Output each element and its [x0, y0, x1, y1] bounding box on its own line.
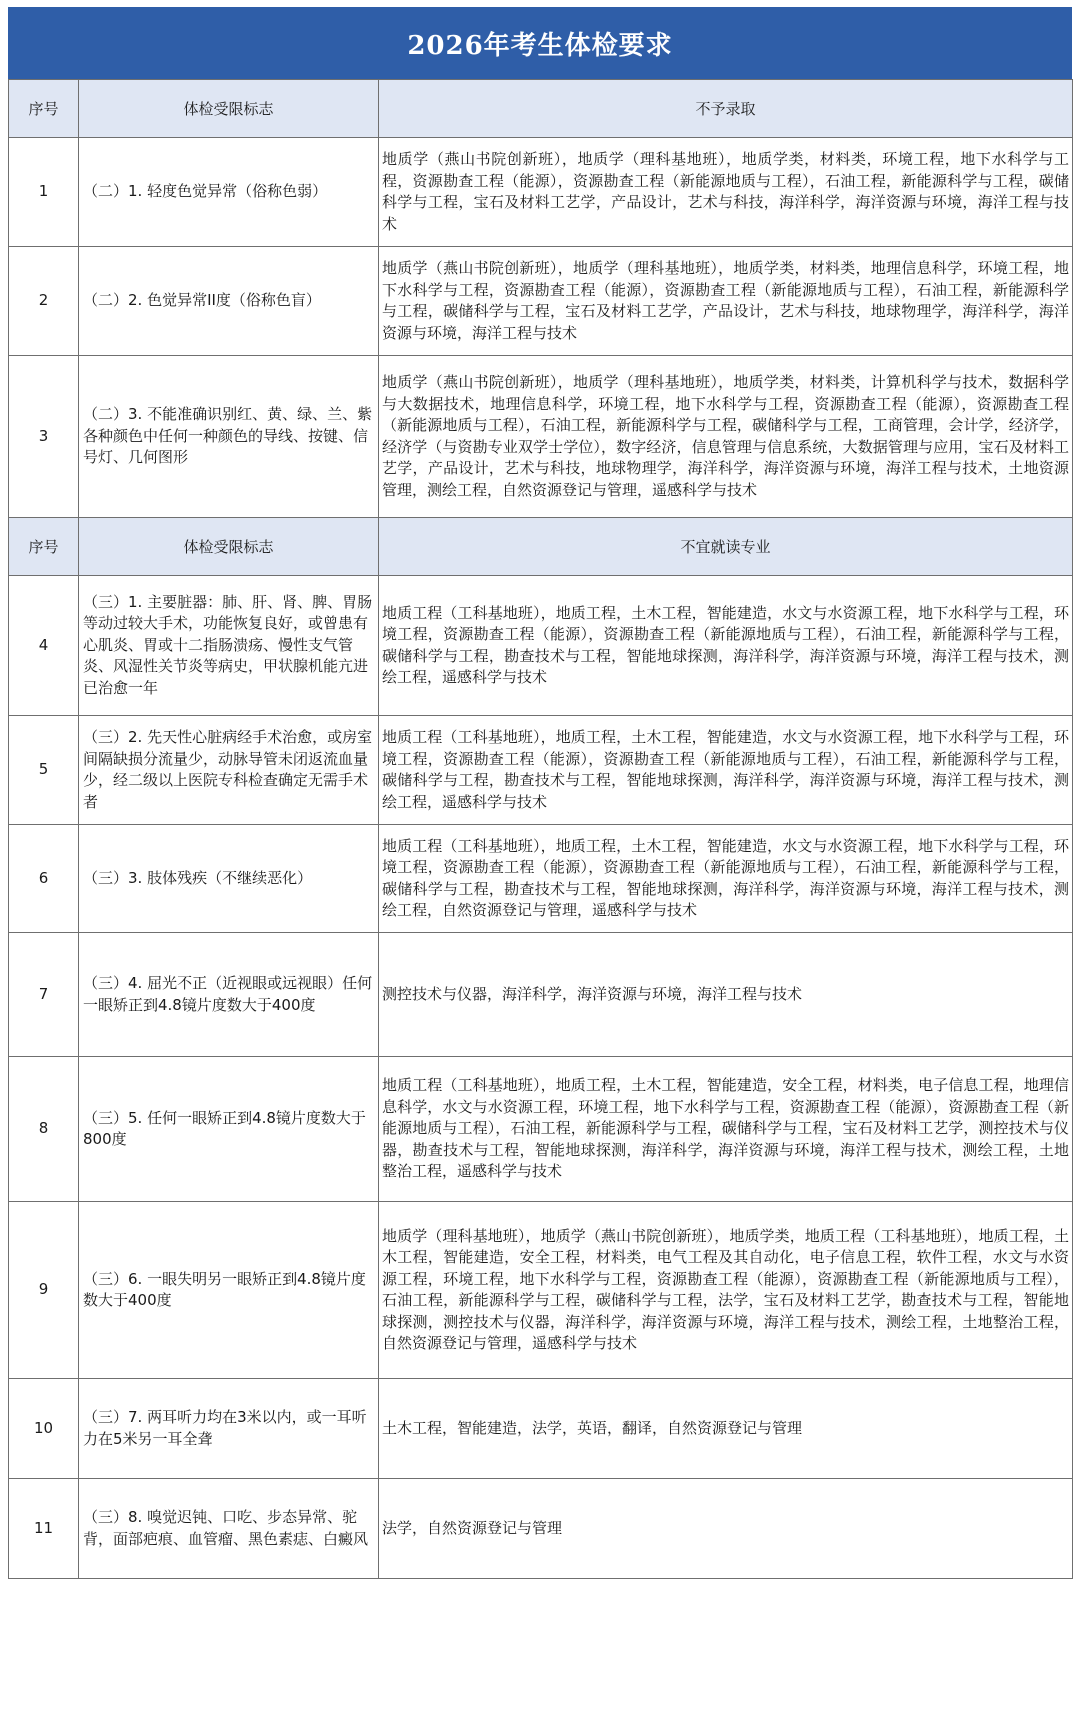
restriction-sign: （三）2. 先天性心脏病经手术治愈，或房室间隔缺损分流量少，动脉导管未闭返流血量少，经二级以上医院专科检查确定无需手术者 — [79, 716, 379, 825]
table-row — [9, 356, 1073, 518]
restricted-majors: 地质工程（工科基地班），地质工程，土木工程，智能建造，安全工程，材料类，电子信息工程，地理信息科学，水文与水资源工程，环境工程，地下水科学与工程，资源勘查工程（能源），资源勘查工程（新能源地质与工程），石油工程，新能源科学与工程，碳储科学与工程，宝石及材料工艺学，测控技术与仪器，勘查技术与工程，智能地球探测，海洋科学，海洋资源与环境，海洋工程与技术，测绘工程，土地整治工程，遥感科学与技术 — [379, 1057, 1073, 1202]
restricted-majors: 地质学（燕山书院创新班），地质学（理科基地班），地质学类，材料类，地理信息科学，环境工程，地下水科学与工程，资源勘查工程（能源），资源勘查工程（新能源地质与工程），石油工程，新能源科学与工程，碳储科学与工程，宝石及材料工艺学，产品设计，艺术与科技，地球物理学，海洋科学，海洋资源与环境，海洋工程与技术 — [379, 247, 1073, 356]
table-row — [9, 138, 1073, 247]
restricted-majors: 测控技术与仪器，海洋科学，海洋资源与环境，海洋工程与技术 — [379, 933, 1073, 1057]
row-number: 9 — [9, 1202, 79, 1379]
requirements-table — [8, 79, 1073, 1579]
table-row — [9, 1057, 1073, 1202]
row-number: 10 — [9, 1379, 79, 1479]
restricted-majors: 地质工程（工科基地班），地质工程，土木工程，智能建造，水文与水资源工程，地下水科学与工程，环境工程，资源勘查工程（能源），资源勘查工程（新能源地质与工程），石油工程，新能源科学与工程，碳储科学与工程，勘查技术与工程，智能地球探测，海洋科学，海洋资源与环境，海洋工程与技术，测绘工程，遥感科学与技术 — [379, 716, 1073, 825]
restricted-majors: 地质学（燕山书院创新班），地质学（理科基地班），地质学类，材料类，计算机科学与技术，数据科学与大数据技术，地理信息科学，环境工程，地下水科学与工程，资源勘查工程（能源），资源勘查工程（新能源地质与工程），石油工程，新能源科学与工程，碳储科学与工程，工商管理，会计学，经济学，经济学（与资勘专业双学士学位），数字经济，信息管理与信息系统，大数据管理与应用，宝石及材料工艺学，产品设计，艺术与科技，地球物理学，海洋科学，海洋资源与环境，海洋工程与技术，土地资源管理，测绘工程，自然资源登记与管理，遥感科学与技术 — [379, 356, 1073, 518]
header-not-recommended: 不宜就读专业 — [379, 518, 1073, 576]
restriction-sign: （三）8. 嗅觉迟钝、口吃、步态异常、驼背，面部疤痕、血管瘤、黑色素痣、白癜风 — [79, 1479, 379, 1579]
page-title: 2026年考生体检要求 — [8, 7, 1072, 79]
restriction-sign: （二）3. 不能准确识别红、黄、绿、兰、紫各种颜色中任何一种颜色的导线、按键、信号灯、几何图形 — [79, 356, 379, 518]
row-number: 1 — [9, 138, 79, 247]
restricted-majors: 地质工程（工科基地班），地质工程，土木工程，智能建造，水文与水资源工程，地下水科学与工程，环境工程，资源勘查工程（能源），资源勘查工程（新能源地质与工程），石油工程，新能源科学与工程，碳储科学与工程，勘查技术与工程，智能地球探测，海洋科学，海洋资源与环境，海洋工程与技术，测绘工程，遥感科学与技术 — [379, 576, 1073, 716]
row-number: 6 — [9, 825, 79, 933]
restricted-majors: 地质学（燕山书院创新班），地质学（理科基地班），地质学类，材料类，环境工程，地下水科学与工程，资源勘查工程（能源），资源勘查工程（新能源地质与工程），石油工程，新能源科学与工程，碳储科学与工程，宝石及材料工艺学，产品设计，艺术与科技，海洋科学，海洋资源与环境，海洋工程与技术 — [379, 138, 1073, 247]
restriction-sign: （三）4. 屈光不正（近视眼或远视眼）任何一眼矫正到4.8镜片度数大于400度 — [79, 933, 379, 1057]
row-number: 11 — [9, 1479, 79, 1579]
table-row — [9, 1202, 1073, 1379]
restriction-sign: （二）2. 色觉异常II度（俗称色盲） — [79, 247, 379, 356]
restriction-sign: （三）6. 一眼失明另一眼矫正到4.8镜片度数大于400度 — [79, 1202, 379, 1379]
table-row — [9, 576, 1073, 716]
restricted-majors: 地质学（理科基地班），地质学（燕山书院创新班），地质学类，地质工程（工科基地班），地质工程，土木工程，智能建造，安全工程，材料类，电气工程及其自动化，电子信息工程，软件工程，水文与水资源工程，环境工程，地下水科学与工程，资源勘查工程（能源），资源勘查工程（新能源地质与工程），石油工程，新能源科学与工程，碳储科学与工程，法学，宝石及材料工艺学，勘查技术与工程，智能地球探测，测控技术与仪器，海洋科学，海洋资源与环境，海洋工程与技术，测绘工程，土地整治工程，自然资源登记与管理，遥感科学与技术 — [379, 1202, 1073, 1379]
restricted-majors: 法学，自然资源登记与管理 — [379, 1479, 1073, 1579]
restricted-majors: 土木工程，智能建造，法学，英语，翻译，自然资源登记与管理 — [379, 1379, 1073, 1479]
requirements-sheet — [8, 7, 1072, 1579]
table-row — [9, 825, 1073, 933]
restriction-sign: （二）1. 轻度色觉异常（俗称色弱） — [79, 138, 379, 247]
header-restriction-sign: 体检受限标志 — [79, 80, 379, 138]
row-number: 2 — [9, 247, 79, 356]
restriction-sign: （三）1. 主要脏器：肺、肝、肾、脾、胃肠等动过较大手术，功能恢复良好，或曾患有心肌炎、胃或十二指肠溃疡、慢性支气管炎、风湿性关节炎等病史，甲状腺机能亢进已治愈一年 — [79, 576, 379, 716]
row-number: 4 — [9, 576, 79, 716]
restriction-sign: （三）3. 肢体残疾（不继续恶化） — [79, 825, 379, 933]
row-number: 8 — [9, 1057, 79, 1202]
row-number: 7 — [9, 933, 79, 1057]
header-row-section-2 — [9, 518, 1073, 576]
restriction-sign: （三）7. 两耳听力均在3米以内，或一耳听力在5米另一耳全聋 — [79, 1379, 379, 1479]
table-row — [9, 1379, 1073, 1479]
table-row — [9, 1479, 1073, 1579]
header-not-admitted: 不予录取 — [379, 80, 1073, 138]
restriction-sign: （三）5. 任何一眼矫正到4.8镜片度数大于800度 — [79, 1057, 379, 1202]
row-number: 3 — [9, 356, 79, 518]
header-row-section-1 — [9, 80, 1073, 138]
table-row — [9, 716, 1073, 825]
header-serial-number: 序号 — [9, 518, 79, 576]
table-row — [9, 933, 1073, 1057]
header-restriction-sign: 体检受限标志 — [79, 518, 379, 576]
header-serial-number: 序号 — [9, 80, 79, 138]
restricted-majors: 地质工程（工科基地班），地质工程，土木工程，智能建造，水文与水资源工程，地下水科学与工程，环境工程，资源勘查工程（能源），资源勘查工程（新能源地质与工程），石油工程，新能源科学与工程，碳储科学与工程，勘查技术与工程，智能地球探测，海洋科学，海洋资源与环境，海洋工程与技术，测绘工程，自然资源登记与管理，遥感科学与技术 — [379, 825, 1073, 933]
table-row — [9, 247, 1073, 356]
row-number: 5 — [9, 716, 79, 825]
